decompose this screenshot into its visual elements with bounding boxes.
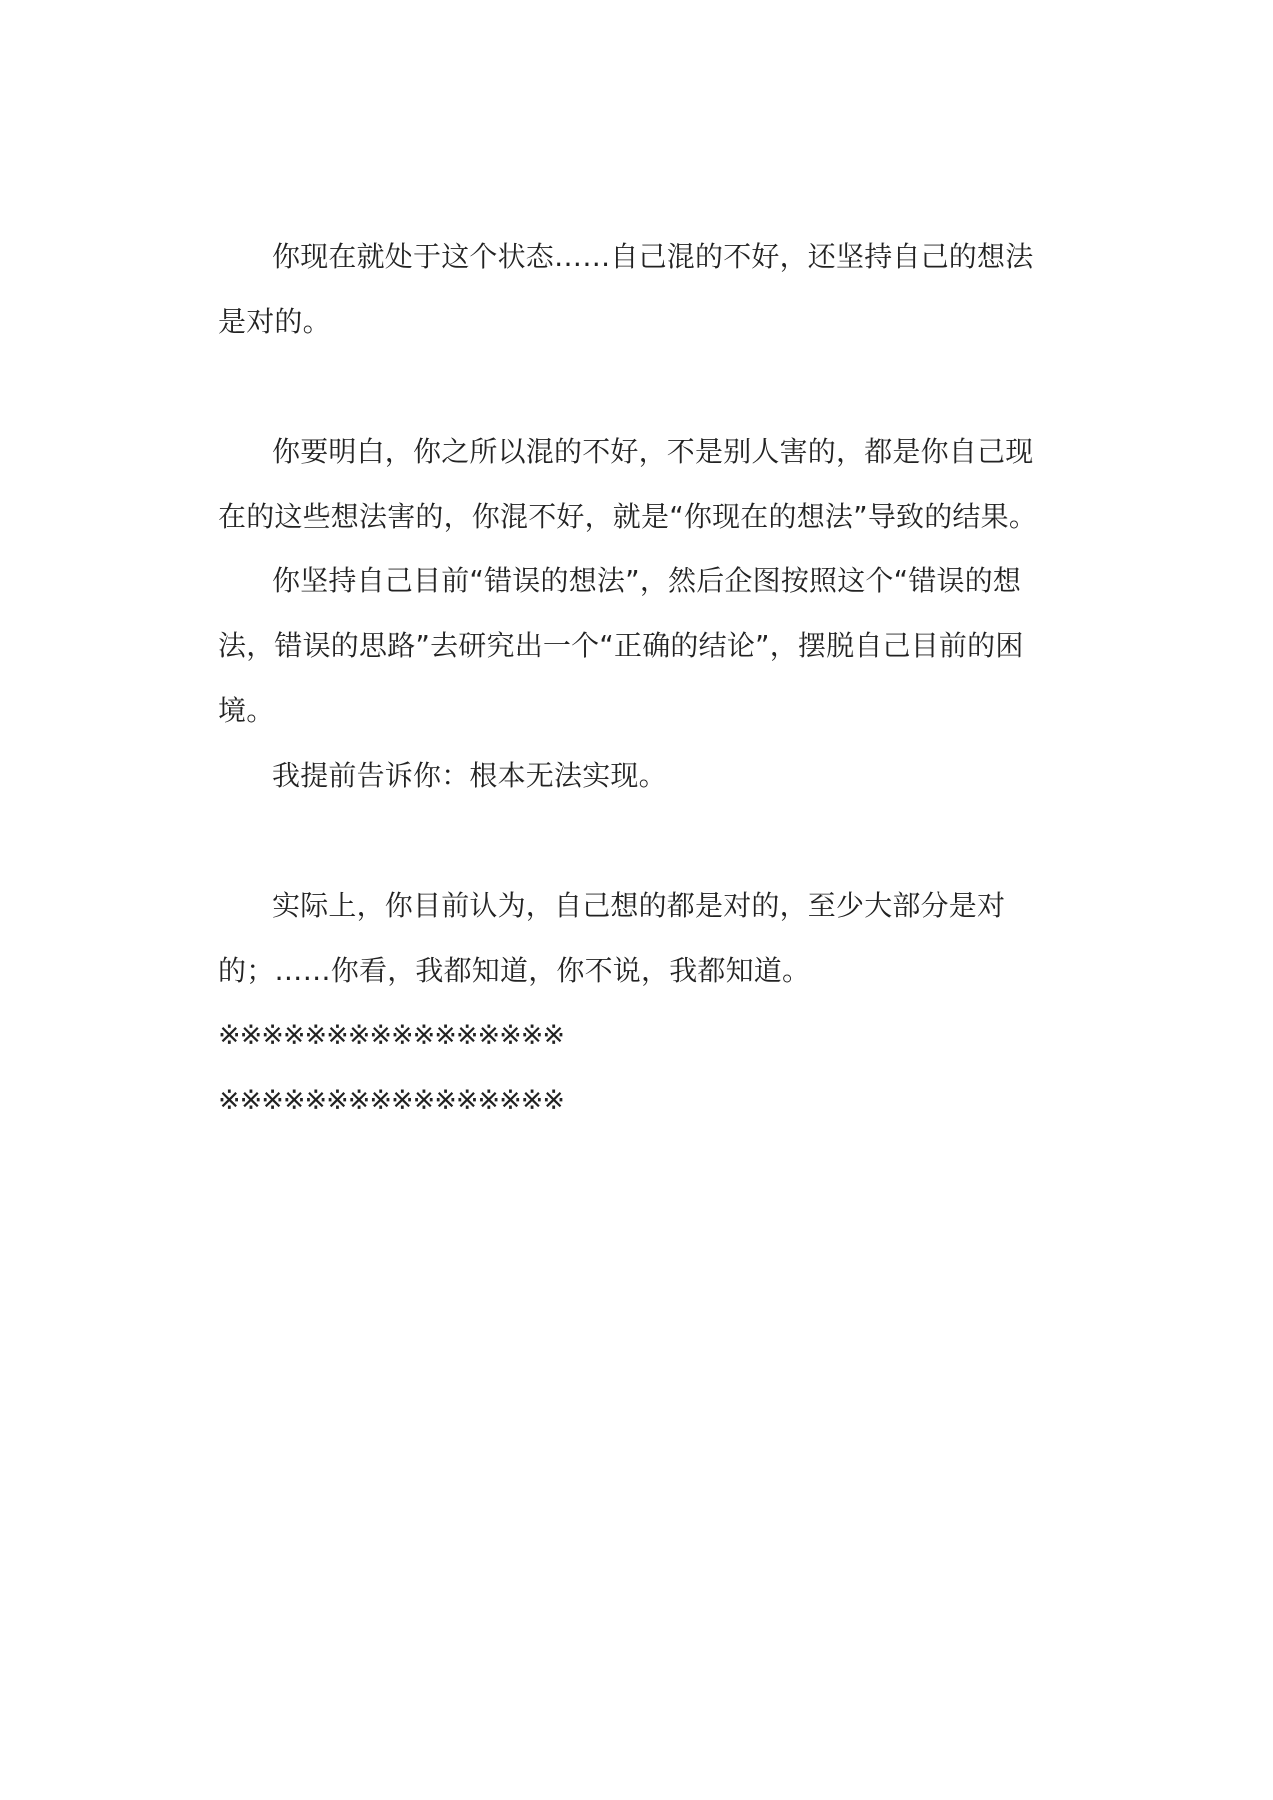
separator-line-1: ※※※※※※※※※※※※※※※※: [218, 1020, 564, 1051]
paragraph-4-line-1: 我提前告诉你：根本无法实现。: [272, 759, 667, 792]
separator-line-2: ※※※※※※※※※※※※※※※※: [218, 1085, 564, 1116]
paragraph-2-line-1: 你要明白，你之所以混的不好，不是别人害的，都是你自己现: [272, 435, 1034, 468]
paragraph-2-line-2: 在的这些想法害的，你混不好，就是“你现在的想法”导致的结果。: [218, 500, 1038, 533]
paragraph-3-line-1: 你坚持自己目前“错误的想法”，然后企图按照这个“错误的想: [272, 564, 1022, 597]
paragraph-1-line-1: 你现在就处于这个状态……自己混的不好，还坚持自己的想法: [272, 240, 1034, 273]
paragraph-3-line-2: 法，错误的思路”去研究出一个“正确的结论”，摆脱自己目前的困: [218, 629, 1024, 662]
paragraph-3-line-3: 境。: [218, 694, 275, 727]
paragraph-1-line-2: 是对的。: [218, 305, 331, 338]
paragraph-5-line-2: 的；……你看，我都知道，你不说，我都知道。: [218, 954, 811, 987]
paragraph-5-line-1: 实际上，你目前认为，自己想的都是对的，至少大部分是对: [272, 889, 1006, 922]
